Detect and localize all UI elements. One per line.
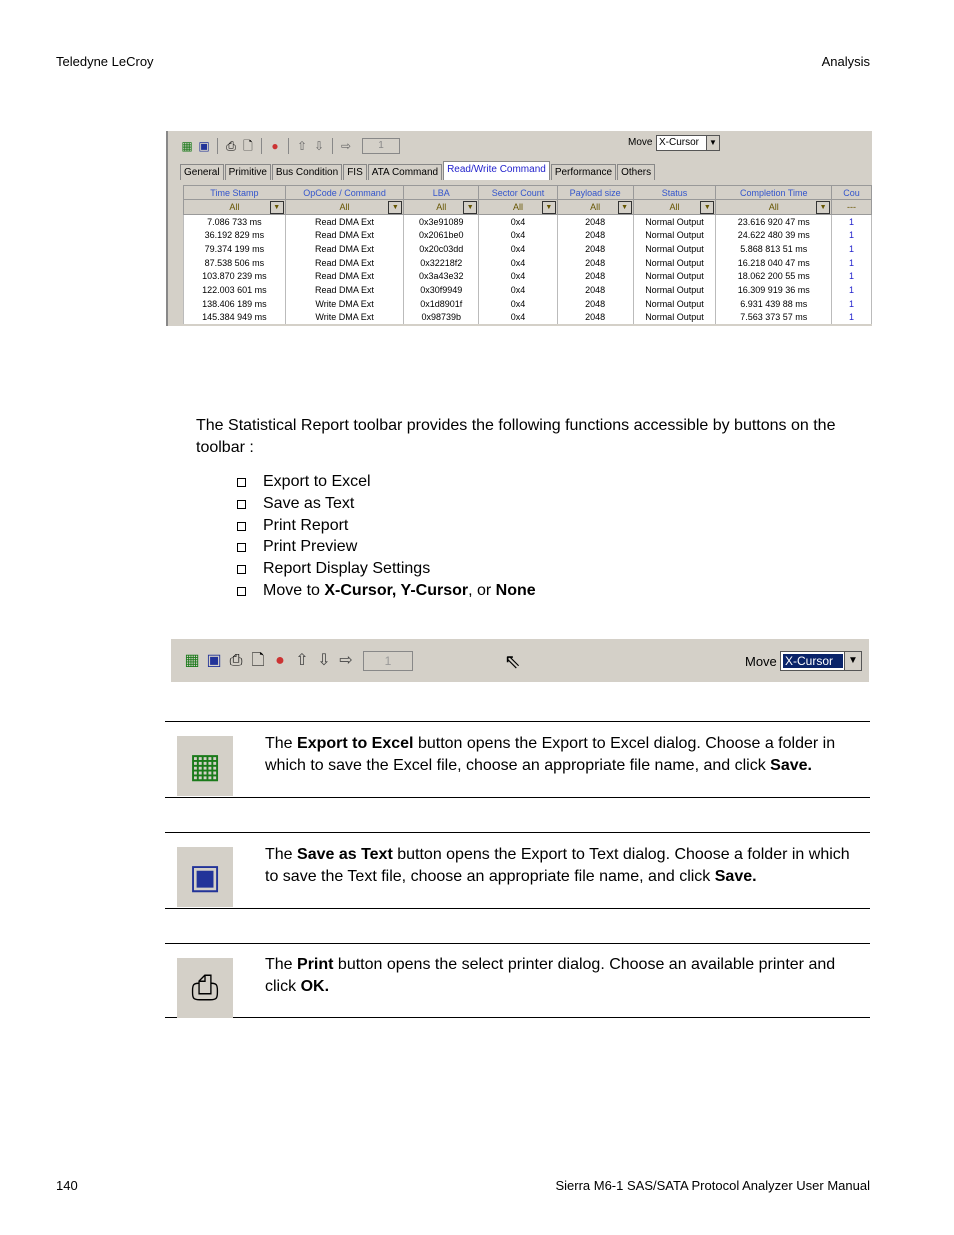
table-cell: Read DMA Ext xyxy=(285,269,404,283)
chevron-down-icon[interactable]: ▼ xyxy=(463,201,477,214)
filter-cell[interactable] xyxy=(184,200,286,215)
tab-fis[interactable]: FIS xyxy=(343,164,367,180)
list-item: Report Display Settings xyxy=(237,558,536,580)
checkbox-bullet-icon xyxy=(237,500,246,509)
chevron-down-icon[interactable]: ▼ xyxy=(816,201,830,214)
save-text-info xyxy=(165,832,870,909)
list-item: Save as Text xyxy=(237,493,536,515)
checkbox-bullet-icon xyxy=(237,522,246,531)
table-cell: 36.192 829 ms xyxy=(184,228,286,242)
column-header[interactable]: Payload size xyxy=(557,186,633,200)
toolbar-screenshot xyxy=(171,639,869,682)
table-cell: Read DMA Ext xyxy=(285,242,404,256)
header-right: Analysis xyxy=(821,54,870,69)
checkbox-bullet-icon xyxy=(237,543,246,552)
page-number-input[interactable]: 1 xyxy=(363,651,413,671)
chevron-down-icon[interactable]: ▼ xyxy=(270,201,284,214)
table-cell: 1 xyxy=(832,269,872,283)
table-cell: Normal Output xyxy=(633,242,716,256)
column-header[interactable]: Status xyxy=(633,186,716,200)
arrow-up-icon[interactable]: ⇧ xyxy=(296,139,308,153)
table-cell: 2048 xyxy=(557,242,633,256)
column-header[interactable]: Time Stamp xyxy=(184,186,286,200)
print-description: The Print button opens the select printer dialog. Choose an available printer and click OK. xyxy=(265,956,836,995)
table-cell: 0x4 xyxy=(479,256,558,270)
save-text-description: The Save as Text button opens the Export to Text dialog. Choose a folder in which to save the Text file, choose an appropriate file name, and click Save. xyxy=(265,846,850,885)
table-cell: 0x4 xyxy=(479,311,558,325)
table-cell: 145.384 949 ms xyxy=(184,311,286,325)
header-left: Teledyne LeCroy xyxy=(56,54,154,69)
toolbar-buttons xyxy=(183,651,413,671)
filter-cell[interactable] xyxy=(479,200,558,215)
column-header[interactable]: LBA xyxy=(404,186,479,200)
filter-value: All xyxy=(669,201,680,212)
filter-value: All xyxy=(339,201,350,212)
table-cell: 0x20c03dd xyxy=(404,242,479,256)
chevron-down-icon[interactable]: ▼ xyxy=(618,201,632,214)
table-cell: 18.062 200 55 ms xyxy=(716,269,832,283)
table-cell: Normal Output xyxy=(633,214,716,228)
function-list xyxy=(237,471,536,602)
filter-value: All xyxy=(512,201,523,212)
table-cell: 0x3e91089 xyxy=(404,214,479,228)
tab-primitive[interactable]: Primitive xyxy=(225,164,271,180)
filter-value: All xyxy=(590,201,601,212)
chevron-down-icon[interactable]: ▼ xyxy=(700,201,714,214)
table-cell: 7.086 733 ms xyxy=(184,214,286,228)
display-settings-icon[interactable]: ● xyxy=(271,139,279,153)
arrow-right-icon[interactable]: ⇨ xyxy=(339,652,353,669)
tab-others[interactable]: Others xyxy=(617,164,655,180)
table-cell: 5.868 813 51 ms xyxy=(716,242,832,256)
filter-cell[interactable] xyxy=(557,200,633,215)
table-cell: 0x4 xyxy=(479,283,558,297)
table-cell: 2048 xyxy=(557,228,633,242)
table-cell: Normal Output xyxy=(633,297,716,311)
filter-row xyxy=(184,200,872,215)
table-cell: 2048 xyxy=(557,297,633,311)
print-info xyxy=(165,943,870,1018)
table-row[interactable] xyxy=(184,256,872,270)
filter-cell[interactable] xyxy=(832,200,872,215)
table-row[interactable] xyxy=(184,214,872,228)
filter-value: All xyxy=(768,201,779,212)
toolbar-divider xyxy=(217,138,218,154)
table-cell: 0x2061be0 xyxy=(404,228,479,242)
report-table xyxy=(183,185,872,324)
mouse-pointer-icon: ⇖ xyxy=(504,651,521,673)
export-excel-icon: ▦ xyxy=(177,734,233,796)
table-cell: 0x4 xyxy=(479,297,558,311)
table-cell: 16.309 919 36 ms xyxy=(716,283,832,297)
move-select[interactable] xyxy=(656,135,720,151)
table-cell: 2048 xyxy=(557,214,633,228)
arrow-down-icon[interactable]: ⇩ xyxy=(313,139,325,153)
move-select-value: X-Cursor xyxy=(659,137,700,148)
filter-value: All xyxy=(229,201,240,212)
tab-general[interactable]: General xyxy=(180,164,224,180)
save-text-icon: ▣ xyxy=(177,845,233,907)
table-row[interactable] xyxy=(184,242,872,256)
chevron-down-icon[interactable]: ▼ xyxy=(844,652,861,670)
print-preview-icon[interactable]: 🗋 xyxy=(251,652,265,669)
filter-cell[interactable] xyxy=(633,200,716,215)
list-item: Print Report xyxy=(237,515,536,537)
table-cell: Normal Output xyxy=(633,256,716,270)
tab-ata-command[interactable]: ATA Command xyxy=(368,164,442,180)
checkbox-bullet-icon xyxy=(237,565,246,574)
tab-performance[interactable]: Performance xyxy=(551,164,616,180)
page-number: 140 xyxy=(56,1178,78,1193)
table-cell: 0x4 xyxy=(479,242,558,256)
table-cell: 23.616 920 47 ms xyxy=(716,214,832,228)
display-settings-icon[interactable]: ● xyxy=(275,652,285,669)
chevron-down-icon[interactable]: ▼ xyxy=(706,136,719,150)
table-row[interactable] xyxy=(184,269,872,283)
table-cell: 24.622 480 39 ms xyxy=(716,228,832,242)
table-cell: 0x4 xyxy=(479,269,558,283)
export-excel-info xyxy=(165,721,870,798)
table-cell: Read DMA Ext xyxy=(285,214,404,228)
table-cell: 0x98739b xyxy=(404,311,479,325)
move-label: Move xyxy=(628,137,653,148)
save-text-icon[interactable]: ▣ xyxy=(198,139,210,153)
table-cell: 1 xyxy=(832,311,872,325)
table-cell: 7.563 373 57 ms xyxy=(716,311,832,325)
table-cell: 16.218 040 47 ms xyxy=(716,256,832,270)
filter-cell[interactable] xyxy=(285,200,404,215)
arrow-up-icon[interactable]: ⇧ xyxy=(295,652,309,669)
statistical-report-window xyxy=(166,131,872,326)
table-cell: Normal Output xyxy=(633,311,716,325)
table-cell: Read DMA Ext xyxy=(285,283,404,297)
move-select-value: X-Cursor xyxy=(783,654,843,668)
table-row[interactable] xyxy=(184,311,872,325)
chevron-down-icon[interactable]: ▼ xyxy=(542,201,556,214)
table-row[interactable] xyxy=(184,283,872,297)
list-item: Export to Excel xyxy=(237,471,536,493)
report-tabs xyxy=(180,164,656,180)
table-cell: 0x32218f2 xyxy=(404,256,479,270)
checkbox-bullet-icon xyxy=(237,587,246,596)
table-cell: 1 xyxy=(832,228,872,242)
report-toolbar xyxy=(180,135,400,157)
table-cell: Normal Output xyxy=(633,269,716,283)
column-header[interactable]: Cou xyxy=(832,186,872,200)
arrow-down-icon[interactable]: ⇩ xyxy=(317,652,331,669)
table-cell: 87.538 506 ms xyxy=(184,256,286,270)
tab-read-write-command[interactable]: Read/Write Command xyxy=(443,161,550,180)
toolbar-divider xyxy=(288,138,289,154)
print-icon: ⎙ xyxy=(177,956,233,1018)
table-cell: Normal Output xyxy=(633,228,716,242)
table-cell: Read DMA Ext xyxy=(285,256,404,270)
table-cell: 2048 xyxy=(557,283,633,297)
page-number-input[interactable]: 1 xyxy=(362,138,400,154)
table-cell: 1 xyxy=(832,256,872,270)
move-select[interactable] xyxy=(780,651,862,671)
table-cell: Write DMA Ext xyxy=(285,297,404,311)
table-cell: 0x1d8901f xyxy=(404,297,479,311)
table-cell: 2048 xyxy=(557,256,633,270)
table-cell: Read DMA Ext xyxy=(285,228,404,242)
move-label: Move xyxy=(745,654,777,669)
print-icon[interactable]: ⎙ xyxy=(226,139,236,153)
table-cell: 122.003 601 ms xyxy=(184,283,286,297)
filter-value: --- xyxy=(847,201,857,212)
table-cell: 1 xyxy=(832,214,872,228)
tab-bus-condition[interactable]: Bus Condition xyxy=(272,164,342,180)
toolbar-divider xyxy=(332,138,333,154)
filter-value: All xyxy=(436,201,447,212)
checkbox-bullet-icon xyxy=(237,478,246,487)
toolbar-divider xyxy=(261,138,262,154)
table-row[interactable] xyxy=(184,228,872,242)
table-row[interactable] xyxy=(184,297,872,311)
table-cell: 2048 xyxy=(557,269,633,283)
table-cell: 1 xyxy=(832,242,872,256)
footer-title: Sierra M6-1 SAS/SATA Protocol Analyzer User Manual xyxy=(555,1178,870,1193)
table-cell: 0x3a43e32 xyxy=(404,269,479,283)
column-header[interactable]: Sector Count xyxy=(479,186,558,200)
save-text-icon[interactable]: ▣ xyxy=(206,652,222,669)
export-excel-icon[interactable]: ▦ xyxy=(181,139,193,153)
table-cell: 0x4 xyxy=(479,228,558,242)
table-cell: 0x30f9949 xyxy=(404,283,479,297)
table-cell: 6.931 439 88 ms xyxy=(716,297,832,311)
list-item: Print Preview xyxy=(237,536,536,558)
table-cell: 0x4 xyxy=(479,214,558,228)
column-header[interactable]: OpCode / Command xyxy=(285,186,404,200)
table-cell: 1 xyxy=(832,283,872,297)
table-cell: 103.870 239 ms xyxy=(184,269,286,283)
arrow-right-icon[interactable]: ⇨ xyxy=(340,139,352,153)
column-header[interactable]: Completion Time xyxy=(716,186,832,200)
table-cell: 2048 xyxy=(557,311,633,325)
table-cell: 1 xyxy=(832,297,872,311)
export-excel-icon[interactable]: ▦ xyxy=(184,652,200,669)
filter-cell[interactable] xyxy=(716,200,832,215)
intro-paragraph: The Statistical Report toolbar provides the following functions accessible by buttons on the toolbar : xyxy=(196,417,836,456)
filter-cell[interactable] xyxy=(404,200,479,215)
table-cell: Write DMA Ext xyxy=(285,311,404,325)
table-cell: 79.374 199 ms xyxy=(184,242,286,256)
print-preview-icon[interactable]: 🗋 xyxy=(243,139,253,153)
list-item: Move to X-Cursor, Y-Cursor, or None xyxy=(237,580,536,602)
print-icon[interactable]: ⎙ xyxy=(229,652,243,669)
table-cell: 138.406 189 ms xyxy=(184,297,286,311)
chevron-down-icon[interactable]: ▼ xyxy=(388,201,402,214)
table-cell: Normal Output xyxy=(633,283,716,297)
export-excel-description: The Export to Excel button opens the Export to Excel dialog. Choose a folder in which to save the Excel file, choose an appropriate file name, and click Save. xyxy=(265,735,836,774)
